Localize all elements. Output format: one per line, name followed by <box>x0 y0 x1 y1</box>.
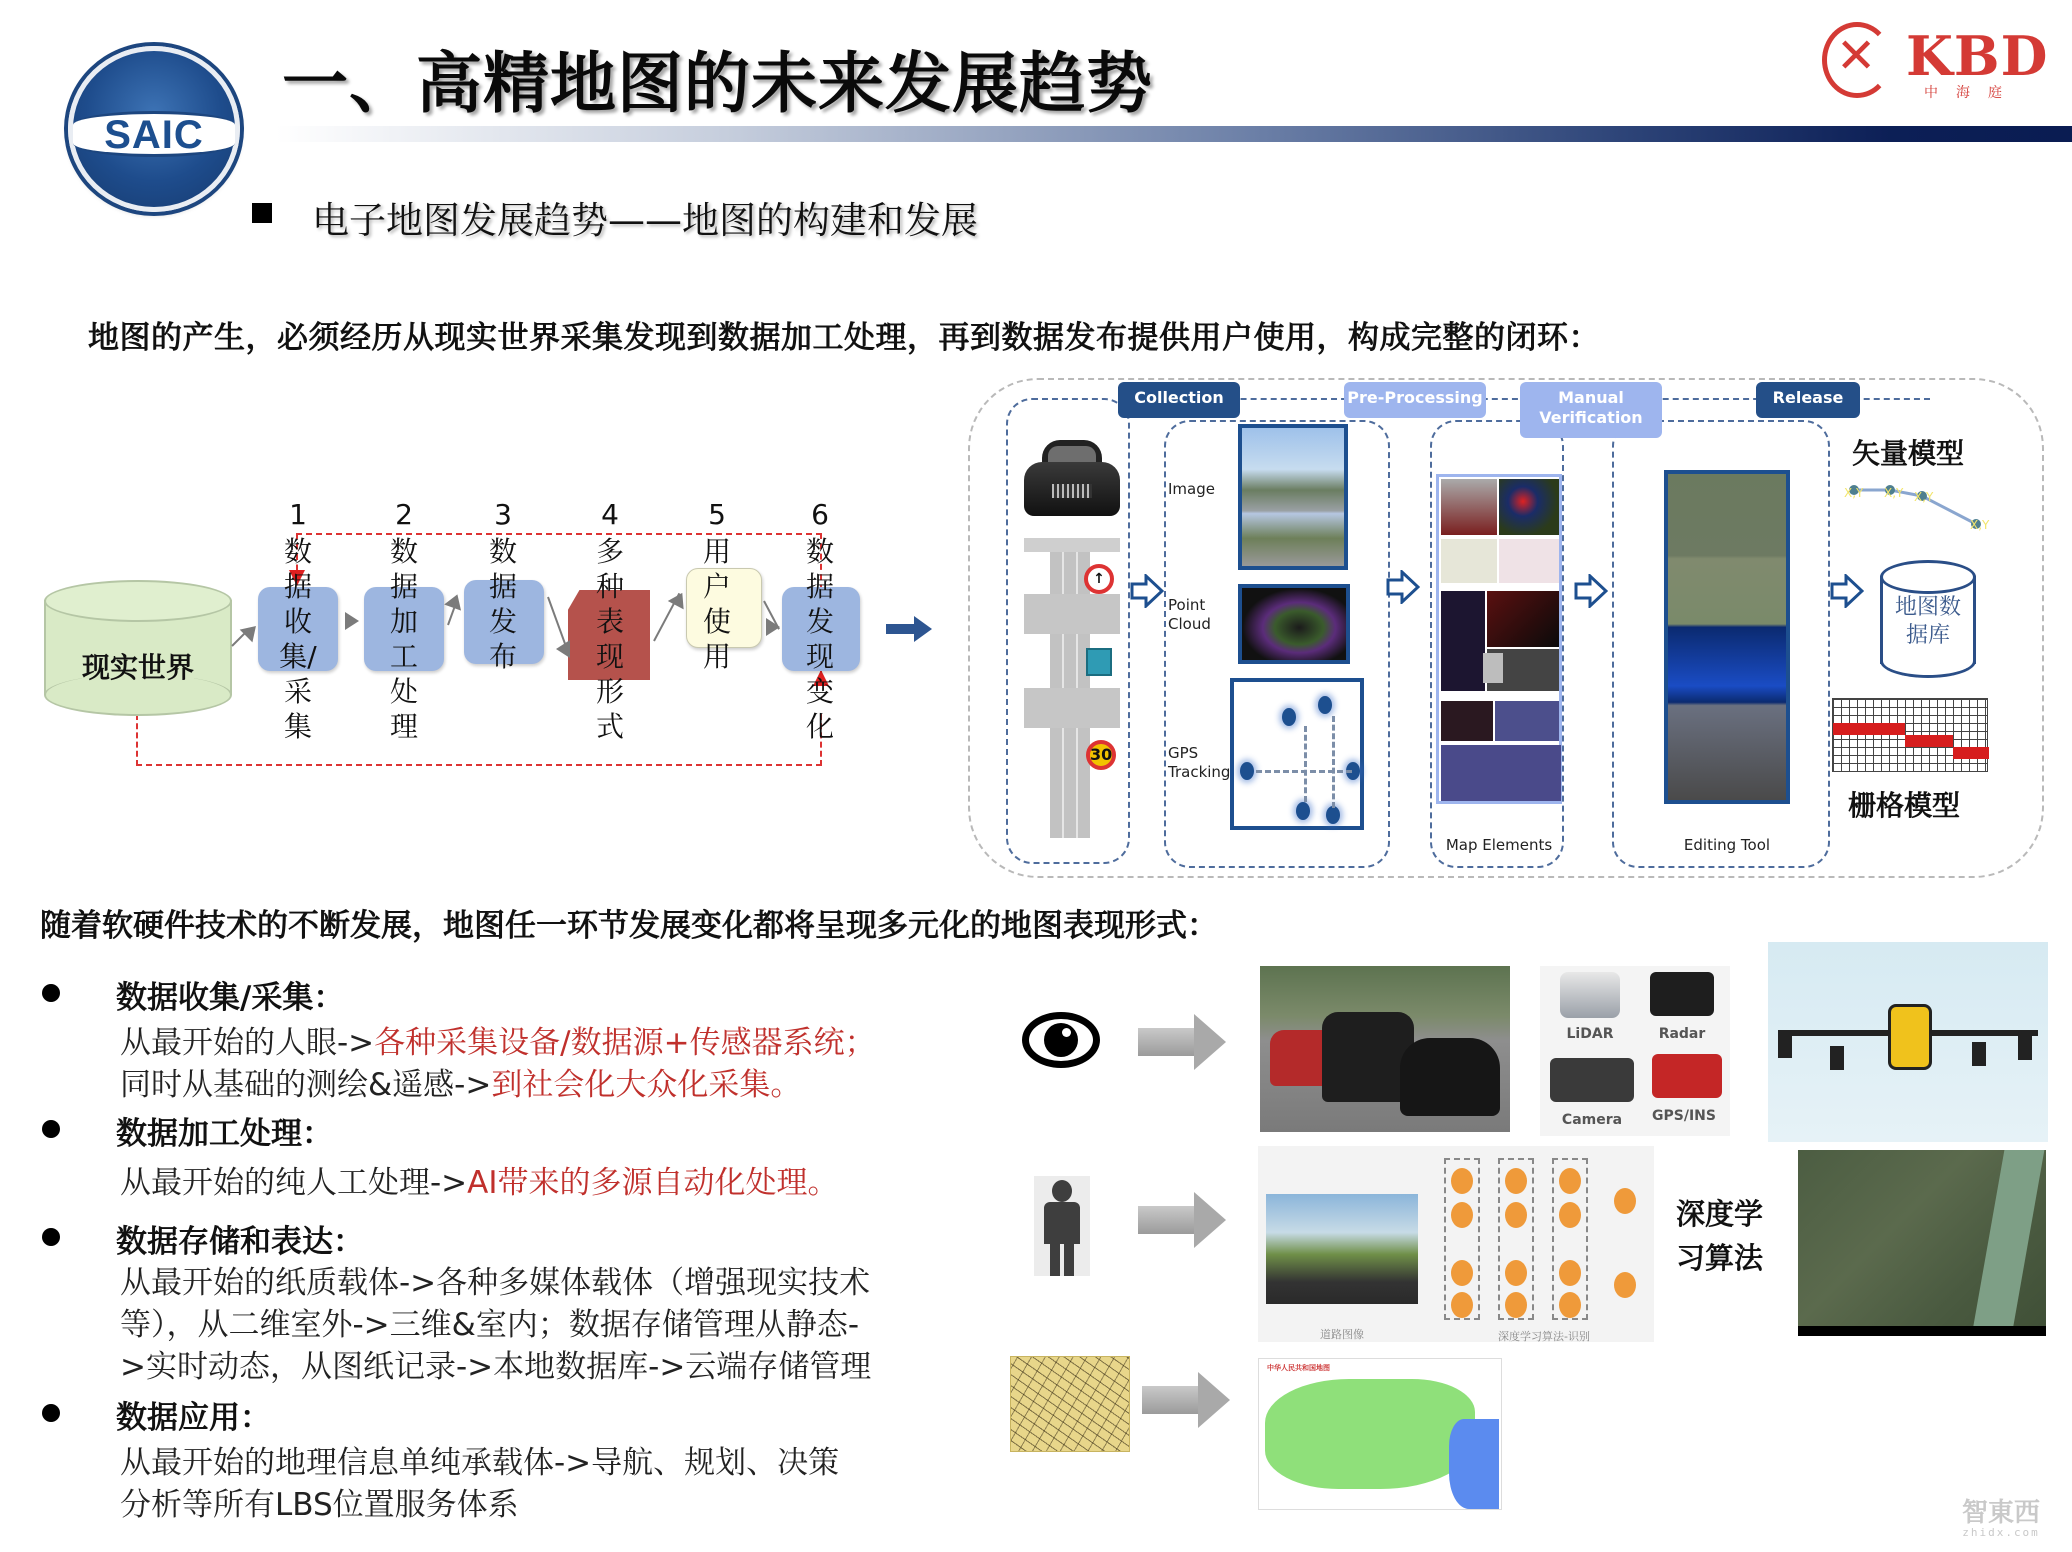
sign-photo <box>1499 539 1559 583</box>
section-heading: 随着软硬件技术的不断发展，地图任一环节发展变化都将呈现多元化的地图表现形式： <box>40 908 1218 944</box>
input-label-point-cloud: Point Cloud <box>1168 596 1211 633</box>
step-char: 形 <box>595 675 624 708</box>
nn-node <box>1451 1202 1473 1228</box>
step-char: 集 <box>283 710 312 743</box>
gray-right-arrow-icon <box>1142 1372 1230 1428</box>
input-label-gps-tracking: GPS Tracking <box>1168 744 1231 781</box>
step-char: 用 <box>702 640 731 673</box>
nn-caption: 道路图像 <box>1320 1328 1364 1341</box>
drone-rotor <box>1778 1034 1792 1058</box>
sign-photo <box>1441 539 1497 583</box>
bullet-line <box>120 1022 876 1064</box>
bullet-heading-storage: 数据存储和表达： <box>116 1224 364 1260</box>
bullet-body-processing <box>120 1162 839 1204</box>
lidar-photo <box>1487 591 1559 647</box>
arrow-head <box>1194 1014 1226 1070</box>
sensor-label: GPS/INS <box>1652 1108 1716 1124</box>
camera-sensor <box>1550 1058 1634 1102</box>
gps-tracking-tile <box>1230 678 1364 830</box>
step-char: 用 <box>702 535 731 568</box>
gps-point <box>1240 762 1254 780</box>
nn-node <box>1559 1260 1581 1286</box>
step-char: 数 <box>488 535 517 568</box>
plain-text: 从最开始的纯人工处理-> <box>120 1165 468 1201</box>
sign-photo <box>1441 479 1497 535</box>
lidar-photo <box>1495 701 1559 741</box>
slide-subtitle: 电子地图发展趋势——地图的构建和发展 <box>312 199 978 242</box>
bullet-line: >实时动态，从图纸记录->本地数据库->云端存储管理 <box>120 1349 872 1385</box>
raster-cell <box>1833 723 1905 735</box>
feedback-loop-top <box>296 533 822 535</box>
raster-model-label: 栅格模型 <box>1848 789 1961 822</box>
nn-node <box>1451 1168 1473 1194</box>
map-title: 中华人民共和国地图 <box>1267 1364 1330 1372</box>
map-lifecycle-flow <box>0 0 960 800</box>
satellite-image <box>1798 1150 2046 1336</box>
person-body <box>1044 1202 1080 1244</box>
highlight-text: 各种采集设备/数据源+传感器系统； <box>374 1025 876 1061</box>
map-elements-caption: Map Elements <box>1445 836 1553 854</box>
down-arrow-icon <box>1483 653 1503 683</box>
step-char: 发 <box>488 605 517 638</box>
map-elements-collage <box>1436 474 1562 804</box>
highlight-text: 到社会化大众化采集。 <box>491 1067 802 1103</box>
river <box>1972 1150 2045 1336</box>
phase-tag-collection: Collection <box>1118 382 1240 418</box>
bullet-line <box>120 1064 876 1106</box>
step-char: 布 <box>488 640 517 673</box>
bullet-icon <box>42 1228 60 1246</box>
arrow-head <box>914 616 932 642</box>
connector-arrowhead <box>766 618 780 636</box>
real-world-cylinder <box>44 580 232 715</box>
lidar-photo <box>1441 701 1493 741</box>
road-image <box>1266 1194 1418 1304</box>
db-top <box>1880 560 1976 594</box>
nn-node <box>1505 1202 1527 1228</box>
drone-rotor <box>1830 1046 1844 1070</box>
nn-node <box>1614 1272 1636 1298</box>
step-number: 3 <box>494 498 512 531</box>
bullet-heading-processing: 数据加工处理： <box>116 1116 333 1152</box>
step-char: 工 <box>389 640 418 673</box>
sensors-collage <box>1540 966 1730 1136</box>
gps-point <box>1318 696 1332 714</box>
digital-china-map <box>1258 1358 1502 1510</box>
hollow-right-arrow-icon <box>1130 574 1164 608</box>
bullet-line: 等），从二维室外->三维&室内；数据存储管理从静态- <box>120 1307 860 1343</box>
kbd-logo-text: KBD <box>1906 24 2049 88</box>
gps-point <box>1282 708 1296 726</box>
speed-limit-sign: 30 <box>1086 740 1116 770</box>
db-label-line: 地图数 <box>1894 595 1961 620</box>
step-char: 变 <box>805 675 834 708</box>
step-number: 2 <box>395 498 413 531</box>
step-label-release <box>483 534 523 674</box>
gray-right-arrow-icon <box>1138 1192 1226 1248</box>
step-label-presentation <box>590 534 630 744</box>
step-char: 户 <box>702 570 731 603</box>
drone-rotor <box>2018 1036 2032 1060</box>
radar-sensor <box>1650 972 1714 1016</box>
step-char: 据 <box>805 570 834 603</box>
step-char: 数 <box>805 535 834 568</box>
step-char: 化 <box>805 710 834 743</box>
vector-model-label: 矢量模型 <box>1852 437 1965 470</box>
raster-grid-icon <box>1832 698 1988 772</box>
bullet-body-storage <box>120 1262 871 1388</box>
gps-point <box>1326 806 1340 824</box>
editing-tool-collage <box>1664 470 1790 804</box>
vector-coord-label: X,Y <box>1884 486 1904 500</box>
real-world-label: 现实世界 <box>81 651 194 684</box>
nn-node <box>1451 1260 1473 1286</box>
person-leg <box>1064 1242 1074 1276</box>
bullet-body-collection <box>120 1022 876 1106</box>
nn-node <box>1451 1292 1473 1318</box>
step-char: 理 <box>389 710 418 743</box>
point-cloud-tile <box>1238 584 1350 664</box>
step-char: 现 <box>595 640 624 673</box>
no-entry-sign-icon: ↑ <box>1084 564 1114 594</box>
land-region <box>1265 1379 1475 1489</box>
nn-node <box>1559 1202 1581 1228</box>
step-char: 式 <box>595 710 624 743</box>
lidar-sensor <box>1560 972 1620 1018</box>
image-status-bar <box>1798 1326 2046 1336</box>
arrow-head <box>1194 1192 1226 1248</box>
step-label-collection <box>278 534 318 744</box>
eye-icon <box>1022 1012 1100 1068</box>
hollow-right-arrow-icon <box>1574 574 1608 608</box>
step-label-change-detection <box>800 534 840 744</box>
deep-learning-figure <box>1258 1146 1654 1342</box>
intro-statement: 地图的产生，必须经历从现实世界采集发现到数据加工处理，再到数据发布提供用户使用，构成完整的闭环： <box>88 320 1600 356</box>
feedback-loop-bottom <box>136 714 822 766</box>
nn-node <box>1559 1292 1581 1318</box>
car-grille <box>1052 484 1092 498</box>
step-char: 处 <box>389 675 418 708</box>
bullet-line: 从最开始的纸质载体->各种多媒体载体（增强现实技术 <box>120 1265 871 1301</box>
plain-text: 从最开始的人眼-> <box>120 1025 375 1061</box>
road-lanes <box>1050 634 1090 688</box>
step-char: 数 <box>389 535 418 568</box>
arrow-head <box>1198 1372 1230 1428</box>
step-char: 数 <box>283 535 312 568</box>
bullet-icon <box>42 984 60 1002</box>
step-char: 种 <box>595 570 624 603</box>
street-image-tile <box>1238 424 1348 570</box>
vector-coord-label: X,Y <box>1844 486 1864 500</box>
survey-car-image <box>1024 440 1120 522</box>
highlight-text: AI带来的多源自动化处理。 <box>467 1165 839 1201</box>
connector-arrowhead <box>345 612 359 630</box>
step-label-processing <box>384 534 424 744</box>
nn-node <box>1505 1260 1527 1286</box>
road-header <box>1024 538 1120 552</box>
db-label-line: 据库 <box>1905 623 1950 648</box>
page-title: 一、高精地图的未来发展趋势 <box>282 45 1153 122</box>
vehicle-shape <box>1400 1038 1500 1116</box>
phase-tag-manual-verification: Manual Verification <box>1520 382 1662 438</box>
step-number: 4 <box>601 498 619 531</box>
nn-node <box>1614 1188 1636 1214</box>
eye-highlight <box>1062 1028 1071 1037</box>
gps-ins-sensor <box>1652 1054 1722 1098</box>
gps-track <box>1304 726 1307 802</box>
watermark <box>1962 1500 2040 1539</box>
input-label-image: Image <box>1168 480 1215 498</box>
right-arrow-icon <box>886 618 932 640</box>
watermark-sub: zhidx.com <box>1962 1526 2040 1539</box>
sensor-label: LiDAR <box>1566 1026 1614 1042</box>
deep-learning-label-line: 习算法 <box>1676 1241 1764 1275</box>
paper-map-image <box>1010 1356 1130 1452</box>
plain-text: 同时从基础的测绘&遥感-> <box>120 1067 492 1103</box>
arrow-shaft <box>1142 1386 1200 1414</box>
saic-logo-text: SAIC <box>104 113 204 157</box>
editing-tool-caption: Editing Tool <box>1683 836 1771 854</box>
step-number: 5 <box>708 498 726 531</box>
drone-rotor <box>1972 1042 1986 1066</box>
bullet-body-application <box>120 1442 839 1526</box>
lidar-photo <box>1441 591 1485 691</box>
connector-arrowhead <box>556 640 570 658</box>
sea-region <box>1449 1419 1499 1509</box>
step-char: 据 <box>283 570 312 603</box>
sign-photo <box>1499 479 1559 535</box>
lidar-photo <box>1441 745 1561 801</box>
kbd-logo <box>1822 18 2047 102</box>
gray-right-arrow-icon <box>1138 1014 1226 1070</box>
bullet-icon <box>42 1404 60 1422</box>
globe-grid-icon: ✕ <box>1836 28 1877 84</box>
watermark-main: 智東西 <box>1962 1498 2041 1528</box>
step-char: 收 <box>283 605 312 638</box>
lane-sign-icon <box>1086 648 1112 676</box>
step-number: 1 <box>289 498 307 531</box>
gps-point <box>1296 802 1310 820</box>
nn-caption: 深度学习算法-识别 <box>1498 1330 1590 1343</box>
map-database-cylinder <box>1880 560 1976 678</box>
phase-tag-preprocessing: Pre-Processing <box>1344 382 1486 418</box>
bullet-icon <box>42 1120 60 1138</box>
person-leg <box>1050 1242 1060 1276</box>
drone-body <box>1888 1004 1932 1070</box>
deep-learning-label-line: 深度学 <box>1676 1197 1764 1231</box>
cylinder-top <box>44 580 232 622</box>
step-char: 据 <box>389 570 418 603</box>
bullet-line: 从最开始的地理信息单纯承载体->导航、规划、决策 <box>120 1445 840 1481</box>
drone-photo <box>1768 942 2048 1142</box>
bullet-line <box>120 1162 839 1204</box>
person-head <box>1052 1180 1072 1202</box>
connector-line <box>547 597 566 645</box>
survey-vehicles-photo <box>1260 966 1510 1132</box>
hollow-right-arrow-icon <box>1386 570 1420 604</box>
connector-arrowhead <box>444 591 466 610</box>
step-char: 使 <box>702 605 731 638</box>
hollow-right-arrow-icon <box>1830 574 1864 608</box>
person-icon <box>1034 1176 1090 1276</box>
vector-coord-label: X,Y <box>1970 518 1990 532</box>
step-char: 集/ <box>279 640 317 673</box>
nn-node <box>1559 1168 1581 1194</box>
map-database-label <box>1880 594 1976 650</box>
step-char: 发 <box>805 605 834 638</box>
arrow-shaft <box>1138 1206 1196 1234</box>
step-char: 现 <box>805 640 834 673</box>
step-char: 多 <box>595 535 624 568</box>
phase-tag-release: Release <box>1756 382 1860 418</box>
step-char: 据 <box>488 570 517 603</box>
kbd-logo-subtext: 中海庭 <box>1924 85 2020 101</box>
raster-cell <box>1953 747 1989 759</box>
step-char: 采 <box>283 675 312 708</box>
step-label-user <box>697 534 737 674</box>
gps-track <box>1332 716 1335 808</box>
step-number: 6 <box>811 498 829 531</box>
vector-coord-label: X,Y <box>1914 490 1934 504</box>
sensor-label: Radar <box>1658 1026 1706 1042</box>
sensor-label: Camera <box>1561 1112 1623 1128</box>
nn-node <box>1505 1292 1527 1318</box>
bullet-heading-application: 数据应用： <box>116 1400 271 1436</box>
road-lanes <box>1050 728 1090 838</box>
eye-pupil <box>1044 1023 1078 1057</box>
road-crossing <box>1024 688 1120 728</box>
deep-learning-label <box>1676 1192 1763 1280</box>
step-char: 表 <box>595 605 624 638</box>
step-char: 加 <box>389 605 418 638</box>
nn-node <box>1505 1168 1527 1194</box>
bullet-line: 分析等所有LBS位置服务体系 <box>120 1487 519 1523</box>
bullet-heading-collection: 数据收集/采集： <box>116 980 345 1016</box>
arrow-shaft <box>1138 1028 1196 1056</box>
raster-cell <box>1905 735 1953 747</box>
road-crossing <box>1024 594 1120 634</box>
